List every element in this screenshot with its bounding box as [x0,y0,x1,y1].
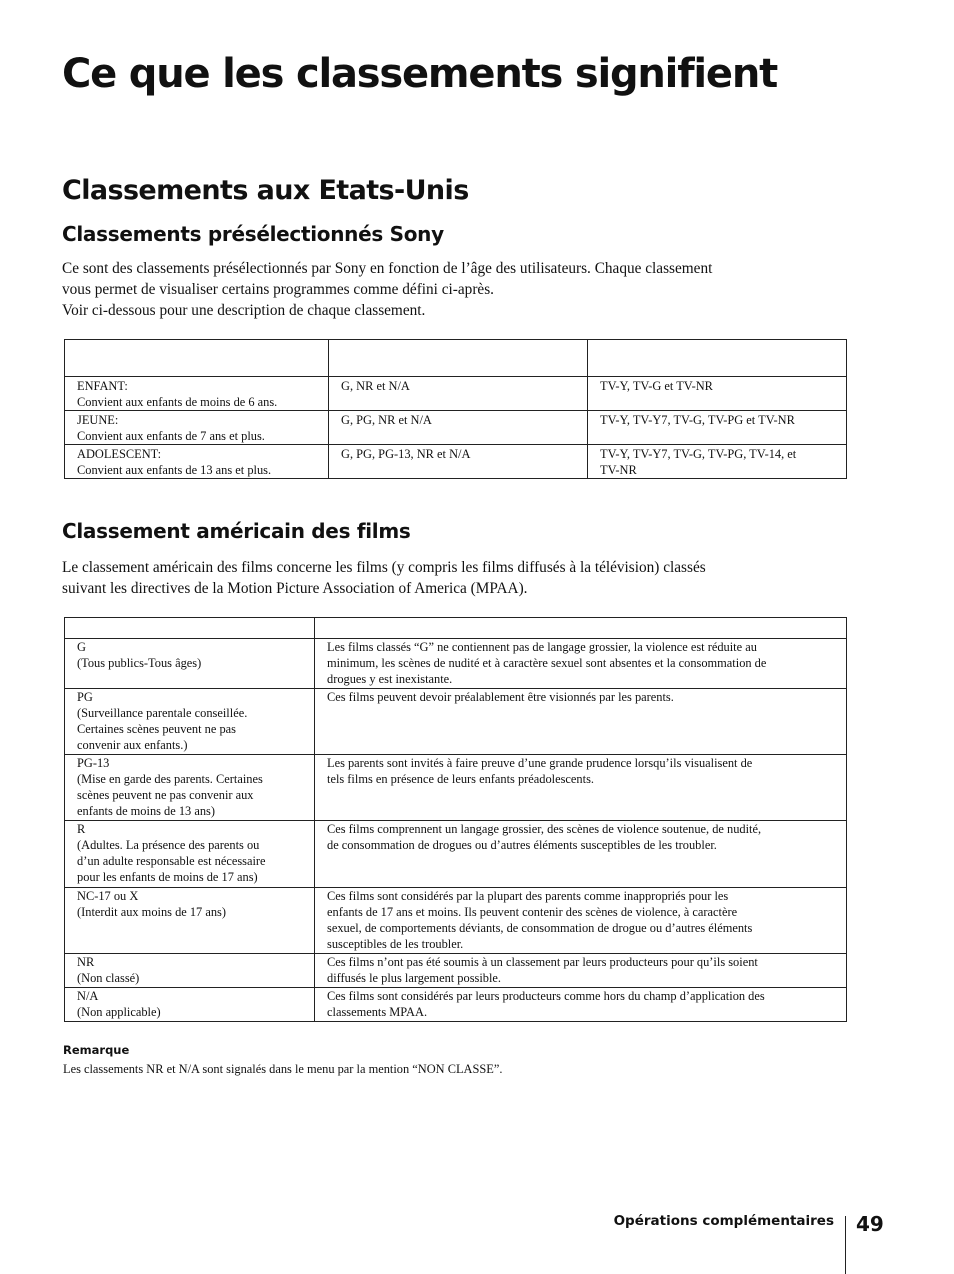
cell-line: TV-Y, TV-Y7, TV-G, TV-PG et TV-NR [600,413,795,427]
table-header-cell [588,340,847,377]
cell-line: G, NR et N/A [341,379,410,393]
cell-line: Convient aux enfants de moins de 6 ans. [77,395,278,409]
table-cell [65,377,329,411]
films-intro-line: suivant les directives de la Motion Picture Association of America (MPAA). [62,580,528,597]
cell-line: Convient aux enfants de 7 ans et plus. [77,429,265,443]
cell-line: Les films classés “G” ne contiennent pas de langage grossier, la violence est réduite au [327,640,757,654]
sony-ratings-table [64,339,847,479]
description-cell [315,755,847,821]
cell-line: G [77,640,86,654]
table-row [65,639,847,689]
table-header-cell [329,340,588,377]
cell-line: sexuel, de comportements déviants, de consommation de drogue ou d’autres éléments [327,921,753,935]
films-intro-line: Le classement américain des films concerne les films (y compris les films diffusés à la télévision) classés [62,559,706,576]
table-row [65,888,847,954]
table-header-row [65,340,847,377]
cell-line: ENFANT: [77,379,128,393]
table-cell [588,445,847,479]
note-text: Les classements NR et N/A sont signalés dans le menu par la mention “NON CLASSE”. [63,1062,503,1076]
section-title: Classements aux Etats-Unis [62,175,469,206]
cell-line: TV-Y, TV-Y7, TV-G, TV-PG, TV-14, et [600,447,797,461]
sony-intro-line: Ce sont des classements présélectionnés par Sony en fonction de l’âge des utilisateurs. Chaque classement [62,260,713,277]
cell-line: enfants de moins de 13 ans) [77,804,215,818]
description-cell [315,689,847,755]
cell-line: de consommation de drogues ou d’autres éléments susceptibles de les troubler. [327,838,717,852]
mpaa-ratings-table [64,617,847,1022]
table-row [65,988,847,1022]
cell-line: NC-17 ou X [77,889,139,903]
cell-line: (Interdit aux moins de 17 ans) [77,905,226,919]
cell-line: (Non applicable) [77,1005,161,1019]
films-intro [62,557,852,599]
table-cell [329,377,588,411]
table-cell [588,377,847,411]
table-row [65,377,847,411]
table-row [65,954,847,988]
table-row [65,445,847,479]
cell-line: (Tous publics-Tous âges) [77,656,202,670]
cell-line: Certaines scènes peuvent ne pas [77,722,236,736]
table-row [65,821,847,888]
films-heading: Classement américain des films [62,519,411,543]
cell-line: Ces films sont considérés par la plupart des parents comme inappropriés pour les [327,889,729,903]
cell-line: N/A [77,989,99,1003]
cell-line: drogues y est inexistante. [327,672,453,686]
cell-line: G, PG, PG-13, NR et N/A [341,447,471,461]
page-title: Ce que les classements signifient [62,51,778,97]
table-cell [329,445,588,479]
footer-divider [845,1216,846,1274]
table-header-cell [315,618,847,639]
cell-line: susceptibles de les troubler. [327,937,464,951]
cell-line: convenir aux enfants.) [77,738,188,752]
cell-line: Ces films comprennent un langage grossier, des scènes de violence soutenue, de nudité, [327,822,762,836]
rating-cell [65,954,315,988]
table-cell [329,411,588,445]
table-cell [65,411,329,445]
footer-section-title: Opérations complémentaires [613,1213,834,1229]
cell-line: (Adultes. La présence des parents ou [77,838,260,852]
table-row [65,755,847,821]
cell-line: TV-NR [600,463,637,477]
cell-line: PG [77,690,93,704]
cell-line: (Mise en garde des parents. Certaines [77,772,263,786]
cell-line: G, PG, NR et N/A [341,413,432,427]
description-cell [315,821,847,888]
rating-cell [65,755,315,821]
rating-cell [65,639,315,689]
table-cell [65,445,329,479]
description-cell [315,954,847,988]
cell-line: (Non classé) [77,971,140,985]
cell-line: pour les enfants de moins de 17 ans) [77,870,258,884]
cell-line: Ces films sont considérés par leurs producteurs comme hors du champ d’application des [327,989,765,1003]
table-header-cell [65,340,329,377]
sony-intro-line: Voir ci-dessous pour une description de chaque classement. [62,302,426,319]
table-header-row [65,618,847,639]
description-cell [315,639,847,689]
sony-intro-line: vous permet de visualiser certains programmes comme défini ci-après. [62,281,494,298]
cell-line: tels films en présence de leurs enfants préadolescents. [327,772,594,786]
cell-line: enfants de 17 ans et moins. Ils peuvent contenir des scènes de violence, à caractère [327,905,738,919]
cell-line: scènes peuvent ne pas convenir aux [77,788,254,802]
rating-cell [65,689,315,755]
rating-cell [65,821,315,888]
rating-cell [65,888,315,954]
cell-line: minimum, les scènes de nudité et à caractère sexuel sont absentes et la consommation de [327,656,767,670]
table-header-cell [65,618,315,639]
cell-line: diffusés le plus largement possible. [327,971,502,985]
cell-line: Ces films n’ont pas été soumis à un classement par leurs producteurs pour qu’ils soient [327,955,758,969]
cell-line: JEUNE: [77,413,119,427]
cell-line: Convient aux enfants de 13 ans et plus. [77,463,272,477]
cell-line: PG-13 [77,756,110,770]
cell-line: TV-Y, TV-G et TV-NR [600,379,713,393]
rating-cell [65,988,315,1022]
cell-line: NR [77,955,95,969]
sony-heading: Classements présélectionnés Sony [62,222,444,246]
description-cell [315,888,847,954]
sony-intro [62,258,852,321]
cell-line: classements MPAA. [327,1005,428,1019]
cell-line: Les parents sont invités à faire preuve d’une grande prudence lorsqu’ils visualisent de [327,756,753,770]
cell-line: Ces films peuvent devoir préalablement être visionnés par les parents. [327,690,674,704]
table-row [65,689,847,755]
cell-line: ADOLESCENT: [77,447,162,461]
description-cell [315,988,847,1022]
cell-line: (Surveillance parentale conseillée. [77,706,248,720]
table-cell [588,411,847,445]
table-row [65,411,847,445]
cell-line: R [77,822,86,836]
note-label: Remarque [63,1043,130,1057]
cell-line: d’un adulte responsable est nécessaire [77,854,266,868]
page-number: 49 [856,1212,884,1236]
